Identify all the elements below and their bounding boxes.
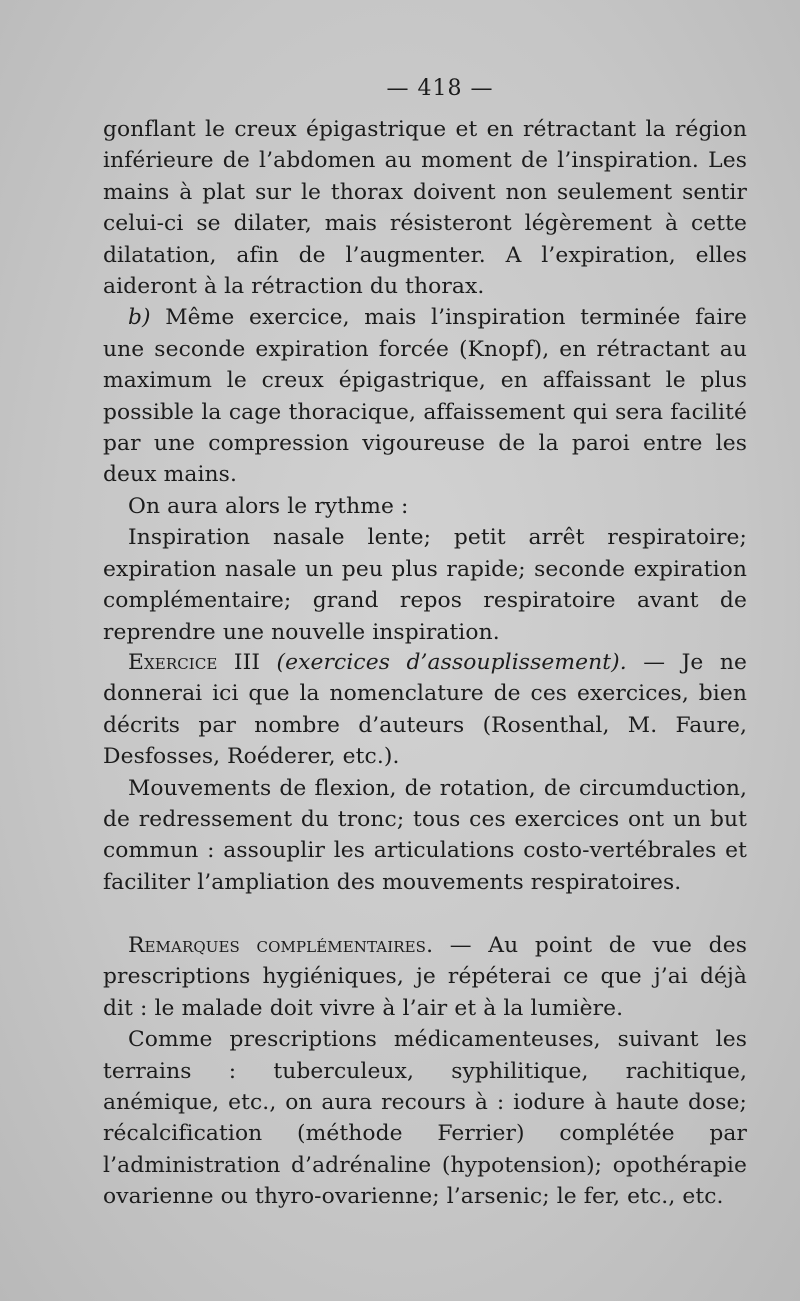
paragraph-text: — Au point de vue des prescriptions hygiéniques, je répéterai ce que j’ai déjà dit : le malade doit vivre à l’air et à la lumière. [103,933,747,1021]
section-heading: Exercice III [128,650,261,675]
section-heading: Remarques complémentaires. [128,933,434,958]
paragraph-text: — Je ne donnerai ici que la nomenclature de ces exercices, bien décrits par nombre d’auteurs (Rosenthal, M. Faure, Desfosses, Roéderer, etc.). [103,650,747,770]
paragraph: Inspiration nasale lente; petit arrêt respiratoire; expiration nasale un peu plus rapide; seconde expiration complémentaire; grand repos respiratoire avant de reprendre une nouvelle inspiration. [103,525,747,645]
page-number: — 418 — [386,76,494,101]
section-exercise-3 [103,647,747,898]
paragraph: gonflant le creux épigastrique et en rétractant la région inférieure de l’abdomen au moment de l’inspiration. Les mains à plat sur le thorax doivent non seulement sentir celui-ci se dilater, mais résisteront légèrement à cette dilatation, afin de l’augmenter. A l’expiration, elles aideront à la rétraction du thorax. [103,117,747,300]
section-heading-paragraph [103,930,747,1024]
section-breathing-exercise [103,114,747,648]
item-label: b) [128,305,151,331]
paragraph-b [103,302,747,490]
paragraph: Comme prescriptions médicamenteuses, suivant les terrains : tuberculeux, syphilitique, rachitique, anémique, etc., on aura recours à : iodure à haute dose; récalcification (méthode Ferrier) complétée par l’administration d’adrénaline (hypotension); opothérapie ovarienne ou thyro-ovarienne; l’arsenic; le fer, etc., etc. [103,1027,747,1210]
paragraph: On aura alors le rythme : [128,493,409,519]
section-subtitle: (exercices d’assouplissement). [276,650,627,675]
paragraph-text: Même exercice, mais l’inspiration terminée faire une seconde expiration forcée (Knopf), en rétractant au maximum le creux épigastrique, en affaissant le plus possible la cage thoracique, affaissement qui sera facilité par une compression vigoureuse de la paroi entre les deux mains. [103,305,747,488]
section-remarks [103,930,747,1213]
paragraph: Mouvements de flexion, de rotation, de circumduction, de redressement du tronc; tous ces exercices ont un but commun : assouplir les articulations costo-vertébrales et faciliter l’ampliation des mouvements respiratoires. [103,775,747,895]
section-heading-paragraph [103,647,747,773]
